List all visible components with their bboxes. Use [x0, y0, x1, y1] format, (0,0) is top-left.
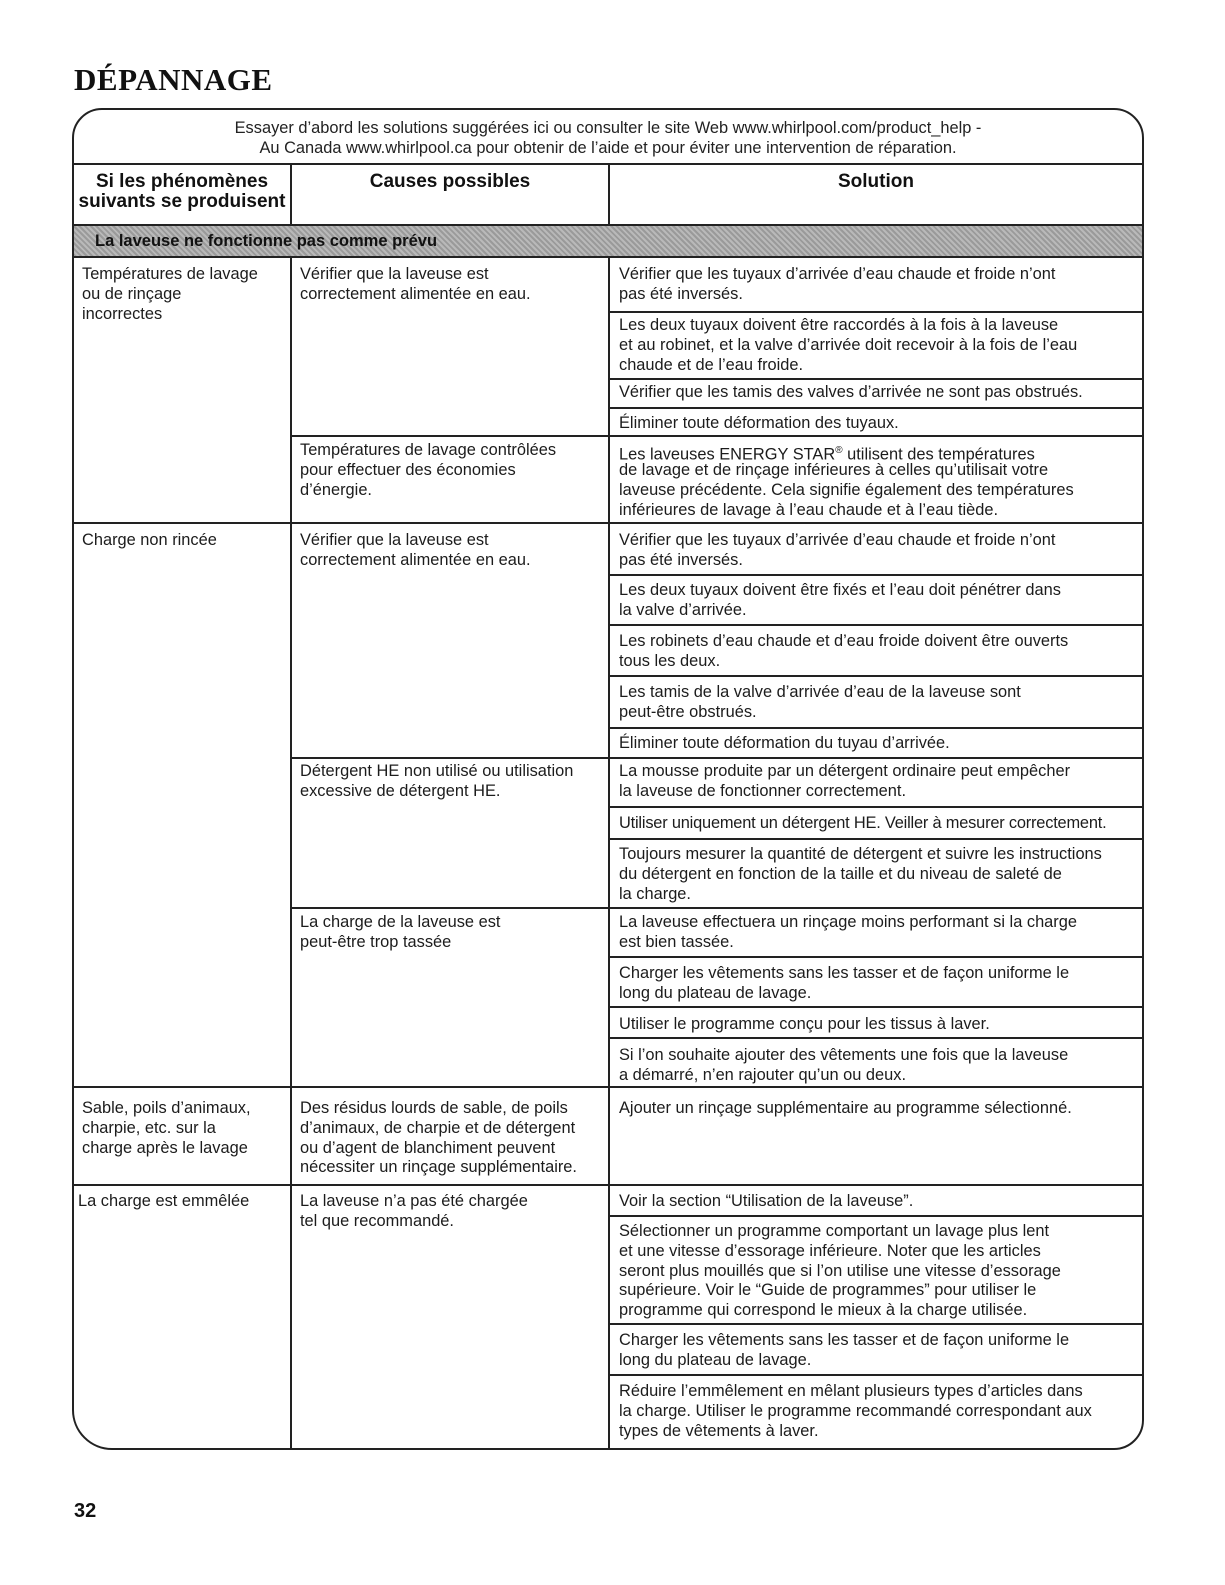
- solution-rule: [610, 624, 1142, 626]
- cause-rule: [292, 435, 1142, 437]
- solution-rule: [610, 806, 1142, 808]
- solution-text: Les tamis de la valve d’arrivée d’eau de la laveuse sont peut-être obstrués.: [619, 683, 1021, 721]
- symptom-text: Températures de lavage ou de rinçage incorrectes: [82, 265, 258, 323]
- solution-text: Éliminer toute déformation du tuyau d’arrivée.: [619, 734, 950, 752]
- cause-text: Températures de lavage contrôlées pour effectuer des économies d’énergie.: [300, 441, 557, 499]
- solution-rule: [610, 1215, 1142, 1217]
- solution-rule: [610, 727, 1142, 729]
- section-title: La laveuse ne fonctionne pas comme prévu: [95, 232, 438, 250]
- solution-rule: [610, 1006, 1142, 1008]
- cause-text: Vérifier que la laveuse est correctement alimentée en eau.: [300, 531, 531, 569]
- cause-rule: [292, 907, 1142, 909]
- solution-text: de lavage et de rinçage inférieures à celles qu’utilisait votre laveuse précédente. Cela signifie également des températures inférieures de lavage à l’eau chaude et à l’eau tiède.: [619, 461, 1074, 519]
- solution-text: Charger les vêtements sans les tasser et de façon uniforme le long du plateau de lavage.: [619, 964, 1070, 1002]
- solution-text: Les robinets d’eau chaude et d’eau froide doivent être ouverts tous les deux.: [619, 632, 1069, 670]
- energy-star-text: Les laveuses ENERGY STAR: [619, 445, 836, 464]
- solution-rule: [610, 574, 1142, 576]
- solution-text: Si l’on souhaite ajouter des vêtements une fois que la laveuse a démarré, n’en rajouter qu’un ou deux.: [619, 1046, 1069, 1084]
- column-header-symptoms: Si les phénomènes suivants se produisent: [78, 171, 286, 212]
- header-divider-2: [608, 165, 610, 224]
- solution-text: Vérifier que les tamis des valves d’arrivée ne sont pas obstrués.: [619, 383, 1083, 401]
- row-rule: [74, 1184, 1142, 1186]
- solution-text: Vérifier que les tuyaux d’arrivée d’eau chaude et froide n’ont pas été inversés.: [619, 265, 1056, 303]
- solution-rule: [610, 1037, 1142, 1039]
- solution-rule: [610, 1374, 1142, 1376]
- cause-text: La laveuse n’a pas été chargée tel que recommandé.: [300, 1192, 528, 1230]
- solution-rule: [610, 311, 1142, 313]
- row-rule: [74, 522, 1142, 524]
- solution-text: La mousse produite par un détergent ordinaire peut empêcher la laveuse de fonctionner correctement.: [619, 762, 1071, 800]
- cause-text: Détergent HE non utilisé ou utilisation excessive de détergent HE.: [300, 762, 574, 800]
- cause-text: Des résidus lourds de sable, de poils d’animaux, de charpie et de détergent ou d’agent de blanchiment peuvent nécessiter un rinçage supplémentaire.: [300, 1099, 577, 1177]
- intro-line-1: Essayer d’abord les solutions suggérées ici ou consulter le site Web www.whirlpool.com/product_help -: [234, 119, 982, 137]
- solution-text: Sélectionner un programme comportant un lavage plus lent et une vitesse d’essorage inférieure. Noter que les articles seront plus mouillés que si l’on utilise une vitesse d’essorage supérieure. Voir le “Guide de programmes” pour utiliser le programme qui correspond le mieux à la charge utilisée.: [619, 1222, 1061, 1320]
- solution-rule: [610, 956, 1142, 958]
- column-header-causes: Causes possibles: [369, 171, 531, 192]
- solution-text: Les deux tuyaux doivent être fixés et l’eau doit pénétrer dans la valve d’arrivée.: [619, 581, 1061, 619]
- row-rule: [74, 1086, 1142, 1088]
- header-divider-1: [290, 165, 292, 224]
- cause-text: La charge de la laveuse est peut-être trop tassée: [300, 913, 501, 951]
- page-title: DÉPANNAGE: [74, 62, 273, 97]
- solution-text: Éliminer toute déformation des tuyaux.: [619, 414, 899, 432]
- solution-text: La laveuse effectuera un rinçage moins performant si la charge est bien tassée.: [619, 913, 1077, 951]
- cause-text: Vérifier que la laveuse est correctement alimentée en eau.: [300, 265, 531, 303]
- solution-rule: [610, 1323, 1142, 1325]
- solution-rule: [610, 378, 1142, 380]
- solution-text: Réduire l’emmêlement en mêlant plusieurs types d’articles dans la charge. Utiliser le programme recommandé correspondant aux types de vêtements à laver.: [619, 1382, 1092, 1440]
- solution-text: Toujours mesurer la quantité de détergent et suivre les instructions du détergent en fonction de la taille et du niveau de saleté de la charge.: [619, 845, 1102, 903]
- solution-text: Les deux tuyaux doivent être raccordés à la fois à la laveuse et au robinet, et la valve d’arrivée doit recevoir à la fois de l’eau chaude et de l’eau froide.: [619, 316, 1078, 374]
- solution-text: Utiliser le programme conçu pour les tissus à laver.: [619, 1015, 990, 1033]
- cause-rule: [292, 757, 1142, 759]
- intro-text: [74, 118, 1142, 158]
- symptom-text: Charge non rincée: [82, 531, 217, 549]
- energy-star-rest: utilisent des températures: [842, 445, 1035, 464]
- solution-text: Ajouter un rinçage supplémentaire au programme sélectionné.: [619, 1099, 1072, 1117]
- solution-rule: [610, 407, 1142, 409]
- intro-line-2: Au Canada www.whirlpool.ca pour obtenir de l’aide et pour éviter une intervention de réparation.: [259, 139, 957, 157]
- symptom-text: Sable, poils d’animaux, charpie, etc. sur la charge après le lavage: [82, 1099, 251, 1157]
- solution-text: Voir la section “Utilisation de la laveuse”.: [619, 1192, 914, 1210]
- column-header-solution: Solution: [838, 171, 914, 192]
- solution-text: Vérifier que les tuyaux d’arrivée d’eau chaude et froide n’ont pas été inversés.: [619, 531, 1056, 569]
- solution-rule: [610, 675, 1142, 677]
- registered-mark: ®: [835, 445, 843, 456]
- symptom-text: La charge est emmêlée: [78, 1192, 250, 1210]
- solution-text: Charger les vêtements sans les tasser et de façon uniforme le long du plateau de lavage.: [619, 1331, 1070, 1369]
- solution-text: Utiliser uniquement un détergent HE. Veiller à mesurer correctement.: [619, 814, 1107, 832]
- solution-rule: [610, 838, 1142, 840]
- page-number: 32: [74, 1500, 97, 1522]
